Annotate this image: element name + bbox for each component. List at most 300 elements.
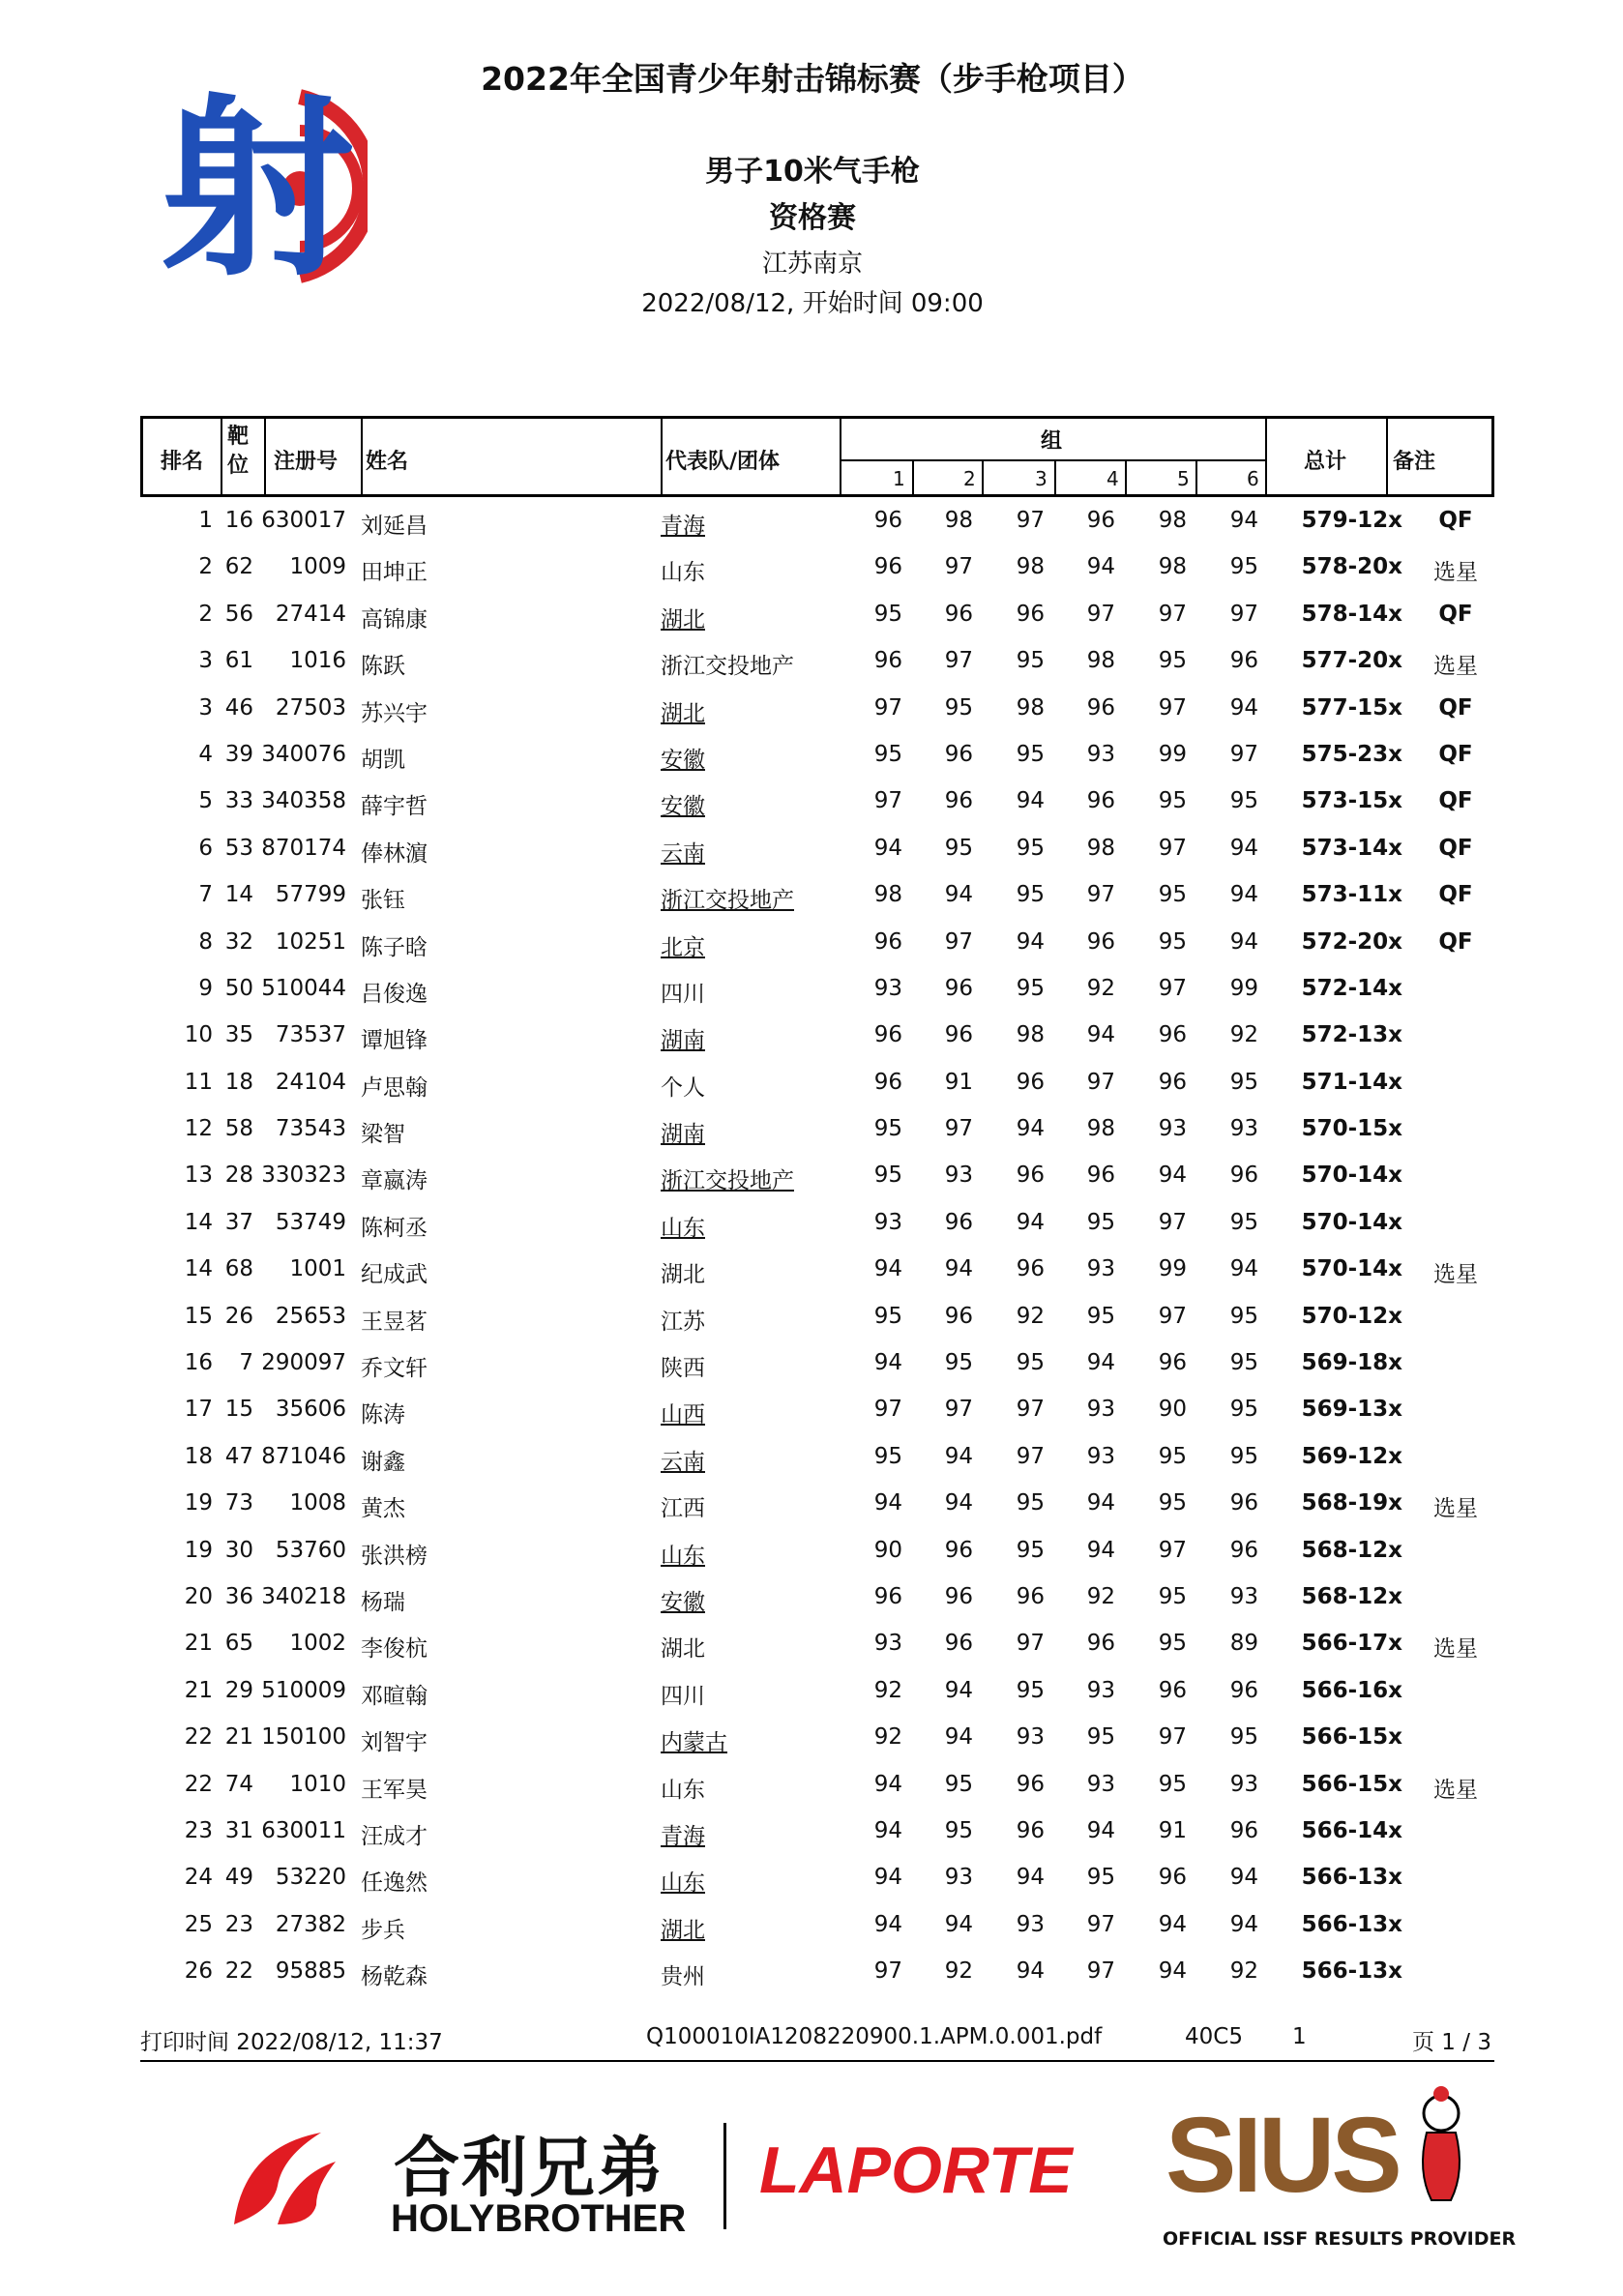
series-1-cell: 96 bbox=[873, 1022, 902, 1048]
series-2-cell: 96 bbox=[944, 1583, 973, 1609]
series-6-cell: 95 bbox=[1229, 1069, 1258, 1095]
name-cell: 田坤正 bbox=[361, 560, 428, 586]
series-2-cell: 97 bbox=[944, 554, 973, 580]
series-3-cell: 96 bbox=[1016, 1069, 1045, 1095]
series-2-cell: 97 bbox=[944, 648, 973, 674]
remark-cell: 选星 bbox=[1433, 654, 1478, 680]
results-table-body bbox=[140, 498, 1494, 1996]
series-1-cell: 94 bbox=[873, 1350, 902, 1376]
team-cell: 湖北 bbox=[661, 1917, 705, 1943]
series-3-cell: 95 bbox=[1016, 1677, 1045, 1703]
total-cell: 577-20x bbox=[1301, 648, 1402, 674]
col-remark: 备注 bbox=[1393, 450, 1436, 474]
col-s4: 4 bbox=[1107, 467, 1119, 490]
series-3-cell: 95 bbox=[1016, 1490, 1045, 1516]
series-6-cell: 97 bbox=[1229, 741, 1258, 767]
series-6-cell: 95 bbox=[1229, 1303, 1258, 1329]
bib-cell: 37 bbox=[224, 1209, 253, 1235]
reg-cell: 340076 bbox=[261, 741, 346, 767]
series-6-cell: 94 bbox=[1229, 835, 1258, 861]
series-4-cell: 93 bbox=[1086, 1397, 1115, 1423]
total-cell: 578-14x bbox=[1301, 601, 1402, 627]
bib-cell: 73 bbox=[224, 1490, 253, 1516]
team-cell: 江西 bbox=[661, 1496, 705, 1522]
team-cell: 山东 bbox=[661, 1777, 705, 1803]
series-2-cell: 96 bbox=[944, 1209, 973, 1235]
reg-cell: 330323 bbox=[261, 1163, 346, 1189]
series-3-cell: 95 bbox=[1016, 1537, 1045, 1563]
bib-cell: 36 bbox=[224, 1583, 253, 1609]
name-cell: 王军昊 bbox=[361, 1777, 428, 1803]
rank-cell: 21 bbox=[184, 1631, 213, 1657]
rank-cell: 1 bbox=[198, 508, 213, 533]
team-cell: 浙江交投地产 bbox=[661, 1168, 794, 1194]
reg-cell: 53760 bbox=[275, 1537, 346, 1563]
series-5-cell: 94 bbox=[1158, 1958, 1187, 1985]
series-5-cell: 95 bbox=[1158, 882, 1187, 908]
series-4-cell: 93 bbox=[1086, 741, 1115, 767]
series-3-cell: 97 bbox=[1016, 1443, 1045, 1469]
series-2-cell: 96 bbox=[944, 1022, 973, 1048]
col-s2: 2 bbox=[963, 467, 976, 490]
team-cell: 青海 bbox=[661, 514, 705, 539]
series-3-cell: 95 bbox=[1016, 741, 1045, 767]
name-cell: 谢鑫 bbox=[361, 1449, 405, 1475]
series-5-cell: 95 bbox=[1158, 1443, 1187, 1469]
series-5-cell: 95 bbox=[1158, 788, 1187, 814]
series-5-cell: 94 bbox=[1158, 1163, 1187, 1189]
table-row bbox=[140, 1809, 1494, 1855]
remark-cell: 选星 bbox=[1433, 1777, 1478, 1803]
rank-cell: 19 bbox=[184, 1537, 213, 1563]
series-3-cell: 96 bbox=[1016, 1163, 1045, 1189]
team-cell: 湖南 bbox=[661, 1122, 705, 1148]
series-4-cell: 93 bbox=[1086, 1677, 1115, 1703]
series-1-cell: 90 bbox=[873, 1537, 902, 1563]
holybrother-emblem-icon bbox=[224, 2118, 340, 2234]
team-cell: 安徽 bbox=[661, 794, 705, 820]
series-5-cell: 91 bbox=[1158, 1817, 1187, 1843]
bib-cell: 21 bbox=[224, 1724, 253, 1751]
shooting-logo bbox=[155, 58, 368, 300]
remark-cell: QF bbox=[1438, 741, 1473, 767]
series-3-cell: 94 bbox=[1016, 1209, 1045, 1235]
series-1-cell: 93 bbox=[873, 1209, 902, 1235]
rank-cell: 17 bbox=[184, 1397, 213, 1423]
total-cell: 568-19x bbox=[1301, 1490, 1402, 1516]
sius-tagline: OFFICIAL ISSF RESULTS PROVIDER bbox=[1163, 2228, 1517, 2250]
table-row bbox=[140, 966, 1494, 1013]
table-row bbox=[140, 686, 1494, 732]
team-cell: 内蒙古 bbox=[661, 1730, 727, 1756]
team-cell: 云南 bbox=[661, 840, 705, 867]
series-2-cell: 95 bbox=[944, 1771, 973, 1797]
name-cell: 卢思翰 bbox=[361, 1074, 428, 1101]
reg-cell: 290097 bbox=[261, 1350, 346, 1376]
series-2-cell: 96 bbox=[944, 601, 973, 627]
rank-cell: 14 bbox=[184, 1256, 213, 1282]
page-indicator: 页 1 / 3 bbox=[1412, 2030, 1491, 2055]
series-6-cell: 94 bbox=[1229, 1911, 1258, 1937]
series-1-cell: 97 bbox=[873, 788, 902, 814]
reg-cell: 340218 bbox=[261, 1583, 346, 1609]
series-1-cell: 94 bbox=[873, 835, 902, 861]
series-4-cell: 96 bbox=[1086, 1163, 1115, 1189]
series-3-cell: 94 bbox=[1016, 928, 1045, 955]
rank-cell: 8 bbox=[198, 928, 213, 955]
location: 江苏南京 bbox=[761, 250, 863, 279]
series-4-cell: 97 bbox=[1086, 601, 1115, 627]
remark-cell: QF bbox=[1438, 788, 1473, 814]
series-3-cell: 96 bbox=[1016, 1583, 1045, 1609]
file-name: Q100010IA1208220900.1.APM.0.001.pdf bbox=[646, 2024, 1103, 2049]
series-4-cell: 94 bbox=[1086, 1350, 1115, 1376]
sius-logo: SIUS bbox=[1166, 2096, 1399, 2215]
col-name: 姓名 bbox=[366, 450, 409, 474]
series-6-cell: 94 bbox=[1229, 1256, 1258, 1282]
total-cell: 566-13x bbox=[1301, 1911, 1402, 1937]
report-number: 1 bbox=[1292, 2024, 1307, 2049]
col-reg: 注册号 bbox=[274, 450, 339, 474]
total-cell: 566-15x bbox=[1301, 1771, 1402, 1797]
total-cell: 573-15x bbox=[1301, 788, 1402, 814]
total-cell: 570-14x bbox=[1301, 1163, 1402, 1189]
holybrother-en: HOLYBROTHER bbox=[391, 2197, 687, 2240]
series-3-cell: 96 bbox=[1016, 1256, 1045, 1282]
series-2-cell: 94 bbox=[944, 1490, 973, 1516]
series-1-cell: 94 bbox=[873, 1865, 902, 1891]
series-1-cell: 97 bbox=[873, 1397, 902, 1423]
table-row bbox=[140, 1247, 1494, 1293]
series-3-cell: 92 bbox=[1016, 1303, 1045, 1329]
reg-cell: 1002 bbox=[289, 1631, 346, 1657]
rank-cell: 24 bbox=[184, 1865, 213, 1891]
series-5-cell: 96 bbox=[1158, 1865, 1187, 1891]
series-3-cell: 95 bbox=[1016, 882, 1045, 908]
series-6-cell: 93 bbox=[1229, 1583, 1258, 1609]
name-cell: 刘智宇 bbox=[361, 1730, 428, 1756]
total-cell: 573-14x bbox=[1301, 835, 1402, 861]
name-cell: 任逸然 bbox=[361, 1870, 428, 1897]
rank-cell: 20 bbox=[184, 1583, 213, 1609]
reg-cell: 53749 bbox=[275, 1209, 346, 1235]
series-1-cell: 93 bbox=[873, 1631, 902, 1657]
rank-cell: 9 bbox=[198, 975, 213, 1001]
series-4-cell: 92 bbox=[1086, 975, 1115, 1001]
series-4-cell: 96 bbox=[1086, 788, 1115, 814]
bib-cell: 29 bbox=[224, 1677, 253, 1703]
team-cell: 北京 bbox=[661, 934, 705, 960]
bib-cell: 22 bbox=[224, 1958, 253, 1985]
series-5-cell: 97 bbox=[1158, 601, 1187, 627]
series-1-cell: 96 bbox=[873, 554, 902, 580]
series-5-cell: 95 bbox=[1158, 1771, 1187, 1797]
series-1-cell: 97 bbox=[873, 1958, 902, 1985]
series-2-cell: 95 bbox=[944, 694, 973, 721]
name-cell: 陈柯丞 bbox=[361, 1215, 428, 1241]
team-cell: 贵州 bbox=[661, 1964, 705, 1990]
name-cell: 王昱茗 bbox=[361, 1309, 428, 1335]
footer-divider bbox=[140, 2060, 1494, 2062]
reg-cell: 510044 bbox=[261, 975, 346, 1001]
series-6-cell: 96 bbox=[1229, 648, 1258, 674]
series-1-cell: 93 bbox=[873, 975, 902, 1001]
name-cell: 俸林濵 bbox=[361, 840, 428, 867]
rank-cell: 7 bbox=[198, 882, 213, 908]
name-cell: 刘延昌 bbox=[361, 514, 428, 539]
team-cell: 安徽 bbox=[661, 1589, 705, 1615]
rank-cell: 3 bbox=[198, 648, 213, 674]
total-cell: 569-12x bbox=[1301, 1443, 1402, 1469]
series-3-cell: 95 bbox=[1016, 1350, 1045, 1376]
table-row bbox=[140, 1200, 1494, 1247]
team-cell: 湖北 bbox=[661, 1262, 705, 1288]
remark-cell: 选星 bbox=[1433, 1496, 1478, 1522]
total-cell: 573-11x bbox=[1301, 882, 1402, 908]
series-4-cell: 94 bbox=[1086, 554, 1115, 580]
series-6-cell: 96 bbox=[1229, 1537, 1258, 1563]
table-row bbox=[140, 1153, 1494, 1199]
reg-cell: 53220 bbox=[275, 1865, 346, 1891]
series-5-cell: 90 bbox=[1158, 1397, 1187, 1423]
remark-cell: QF bbox=[1438, 601, 1473, 627]
team-cell: 湖北 bbox=[661, 700, 705, 726]
name-cell: 梁智 bbox=[361, 1122, 405, 1148]
series-1-cell: 95 bbox=[873, 741, 902, 767]
series-5-cell: 98 bbox=[1158, 554, 1187, 580]
series-2-cell: 93 bbox=[944, 1163, 973, 1189]
series-5-cell: 96 bbox=[1158, 1022, 1187, 1048]
table-row bbox=[140, 826, 1494, 872]
series-1-cell: 95 bbox=[873, 601, 902, 627]
name-cell: 苏兴宇 bbox=[361, 700, 428, 726]
series-2-cell: 97 bbox=[944, 1116, 973, 1142]
series-5-cell: 96 bbox=[1158, 1350, 1187, 1376]
series-3-cell: 98 bbox=[1016, 694, 1045, 721]
bib-cell: 56 bbox=[224, 601, 253, 627]
bib-cell: 50 bbox=[224, 975, 253, 1001]
bib-cell: 39 bbox=[224, 741, 253, 767]
rank-cell: 15 bbox=[184, 1303, 213, 1329]
reg-cell: 870174 bbox=[261, 835, 346, 861]
series-5-cell: 98 bbox=[1158, 508, 1187, 533]
team-cell: 云南 bbox=[661, 1449, 705, 1475]
reg-cell: 35606 bbox=[275, 1397, 346, 1423]
series-5-cell: 99 bbox=[1158, 741, 1187, 767]
bib-cell: 46 bbox=[224, 694, 253, 721]
total-cell: 566-13x bbox=[1301, 1958, 1402, 1985]
series-1-cell: 96 bbox=[873, 508, 902, 533]
reg-cell: 57799 bbox=[275, 882, 346, 908]
series-5-cell: 95 bbox=[1158, 1583, 1187, 1609]
remark-cell: QF bbox=[1438, 694, 1473, 721]
bib-cell: 32 bbox=[224, 928, 253, 955]
series-1-cell: 96 bbox=[873, 928, 902, 955]
table-row bbox=[140, 545, 1494, 591]
series-6-cell: 92 bbox=[1229, 1022, 1258, 1048]
rank-cell: 12 bbox=[184, 1116, 213, 1142]
team-cell: 山东 bbox=[661, 1215, 705, 1241]
name-cell: 谭旭锋 bbox=[361, 1028, 428, 1054]
series-6-cell: 89 bbox=[1229, 1631, 1258, 1657]
series-2-cell: 96 bbox=[944, 1631, 973, 1657]
rank-cell: 2 bbox=[198, 554, 213, 580]
name-cell: 黄杰 bbox=[361, 1496, 405, 1522]
series-5-cell: 97 bbox=[1158, 835, 1187, 861]
total-cell: 569-18x bbox=[1301, 1350, 1402, 1376]
reg-cell: 24104 bbox=[275, 1069, 346, 1095]
series-3-cell: 95 bbox=[1016, 648, 1045, 674]
series-5-cell: 93 bbox=[1158, 1116, 1187, 1142]
series-6-cell: 95 bbox=[1229, 1443, 1258, 1469]
bib-cell: 14 bbox=[224, 882, 253, 908]
series-6-cell: 95 bbox=[1229, 1724, 1258, 1751]
series-6-cell: 99 bbox=[1229, 975, 1258, 1001]
rank-cell: 4 bbox=[198, 741, 213, 767]
series-1-cell: 94 bbox=[873, 1817, 902, 1843]
col-s1: 1 bbox=[893, 467, 905, 490]
rank-cell: 18 bbox=[184, 1443, 213, 1469]
name-cell: 胡凯 bbox=[361, 747, 405, 773]
rank-cell: 5 bbox=[198, 788, 213, 814]
series-3-cell: 97 bbox=[1016, 508, 1045, 533]
series-5-cell: 97 bbox=[1158, 1303, 1187, 1329]
rank-cell: 10 bbox=[184, 1022, 213, 1048]
series-4-cell: 94 bbox=[1086, 1022, 1115, 1048]
name-cell: 章嬴涛 bbox=[361, 1168, 428, 1194]
series-4-cell: 94 bbox=[1086, 1817, 1115, 1843]
series-1-cell: 94 bbox=[873, 1771, 902, 1797]
name-cell: 薛宇哲 bbox=[361, 794, 428, 820]
total-cell: 566-16x bbox=[1301, 1677, 1402, 1703]
series-3-cell: 98 bbox=[1016, 554, 1045, 580]
series-2-cell: 95 bbox=[944, 835, 973, 861]
name-cell: 高锦康 bbox=[361, 606, 428, 633]
rank-cell: 3 bbox=[198, 694, 213, 721]
remark-cell: QF bbox=[1438, 835, 1473, 861]
bib-cell: 18 bbox=[224, 1069, 253, 1095]
print-time: 打印时间 2022/08/12, 11:37 bbox=[140, 2030, 443, 2055]
total-cell: 571-14x bbox=[1301, 1069, 1402, 1095]
series-6-cell: 94 bbox=[1229, 508, 1258, 533]
total-cell: 568-12x bbox=[1301, 1537, 1402, 1563]
total-cell: 572-20x bbox=[1301, 928, 1402, 955]
table-row bbox=[140, 498, 1494, 545]
bib-cell: 61 bbox=[224, 648, 253, 674]
series-4-cell: 94 bbox=[1086, 1490, 1115, 1516]
series-3-cell: 96 bbox=[1016, 601, 1045, 627]
series-4-cell: 98 bbox=[1086, 648, 1115, 674]
series-5-cell: 97 bbox=[1158, 1209, 1187, 1235]
series-4-cell: 95 bbox=[1086, 1209, 1115, 1235]
name-cell: 陈子晗 bbox=[361, 934, 428, 960]
total-cell: 577-15x bbox=[1301, 694, 1402, 721]
series-4-cell: 96 bbox=[1086, 1631, 1115, 1657]
bib-cell: 49 bbox=[224, 1865, 253, 1891]
remark-cell: 选星 bbox=[1433, 1636, 1478, 1663]
table-row bbox=[140, 638, 1494, 685]
series-1-cell: 97 bbox=[873, 694, 902, 721]
col-total: 总计 bbox=[1304, 450, 1347, 474]
name-cell: 杨瑞 bbox=[361, 1589, 405, 1615]
bib-cell: 16 bbox=[224, 508, 253, 533]
series-4-cell: 96 bbox=[1086, 508, 1115, 533]
table-row bbox=[140, 872, 1494, 919]
logo-char: 射 bbox=[161, 77, 355, 300]
series-6-cell: 93 bbox=[1229, 1771, 1258, 1797]
series-4-cell: 98 bbox=[1086, 1116, 1115, 1142]
report-code: 40C5 bbox=[1185, 2024, 1243, 2049]
start-datetime: 2022/08/12, 开始时间 09:00 bbox=[641, 289, 984, 318]
reg-cell: 27382 bbox=[275, 1911, 346, 1937]
bib-cell: 53 bbox=[224, 835, 253, 861]
series-2-cell: 96 bbox=[944, 788, 973, 814]
total-cell: 569-13x bbox=[1301, 1397, 1402, 1423]
team-cell: 四川 bbox=[661, 981, 705, 1007]
reg-cell: 871046 bbox=[261, 1443, 346, 1469]
bib-cell: 62 bbox=[224, 554, 253, 580]
series-3-cell: 93 bbox=[1016, 1911, 1045, 1937]
series-4-cell: 95 bbox=[1086, 1865, 1115, 1891]
bib-cell: 47 bbox=[224, 1443, 253, 1469]
series-6-cell: 96 bbox=[1229, 1490, 1258, 1516]
series-2-cell: 96 bbox=[944, 1303, 973, 1329]
rank-cell: 11 bbox=[184, 1069, 213, 1095]
rank-cell: 22 bbox=[184, 1724, 213, 1751]
series-5-cell: 95 bbox=[1158, 928, 1187, 955]
series-2-cell: 94 bbox=[944, 1724, 973, 1751]
series-6-cell: 92 bbox=[1229, 1958, 1258, 1985]
total-cell: 575-23x bbox=[1301, 741, 1402, 767]
total-cell: 578-20x bbox=[1301, 554, 1402, 580]
series-1-cell: 95 bbox=[873, 1116, 902, 1142]
remark-cell: 选星 bbox=[1433, 560, 1478, 586]
series-2-cell: 94 bbox=[944, 1443, 973, 1469]
bib-cell: 58 bbox=[224, 1116, 253, 1142]
reg-cell: 73537 bbox=[275, 1022, 346, 1048]
series-6-cell: 94 bbox=[1229, 882, 1258, 908]
team-cell: 江苏 bbox=[661, 1309, 705, 1335]
table-row bbox=[140, 1481, 1494, 1527]
remark-cell: QF bbox=[1438, 508, 1473, 533]
series-4-cell: 96 bbox=[1086, 928, 1115, 955]
team-cell: 山西 bbox=[661, 1402, 705, 1428]
rank-cell: 14 bbox=[184, 1209, 213, 1235]
bib-cell: 7 bbox=[239, 1350, 253, 1376]
rank-cell: 13 bbox=[184, 1163, 213, 1189]
series-6-cell: 95 bbox=[1229, 1350, 1258, 1376]
reg-cell: 1001 bbox=[289, 1256, 346, 1282]
series-1-cell: 98 bbox=[873, 882, 902, 908]
series-2-cell: 93 bbox=[944, 1865, 973, 1891]
total-cell: 566-17x bbox=[1301, 1631, 1402, 1657]
table-row bbox=[140, 592, 1494, 638]
series-2-cell: 97 bbox=[944, 928, 973, 955]
series-1-cell: 95 bbox=[873, 1303, 902, 1329]
series-1-cell: 92 bbox=[873, 1724, 902, 1751]
laporte-logo: LAPORTE bbox=[759, 2134, 1073, 2207]
series-4-cell: 97 bbox=[1086, 1958, 1115, 1985]
series-2-cell: 96 bbox=[944, 1537, 973, 1563]
series-3-cell: 93 bbox=[1016, 1724, 1045, 1751]
bib-cell: 28 bbox=[224, 1163, 253, 1189]
reg-cell: 95885 bbox=[275, 1958, 346, 1985]
series-5-cell: 95 bbox=[1158, 648, 1187, 674]
team-cell: 青海 bbox=[661, 1823, 705, 1849]
bib-cell: 23 bbox=[224, 1911, 253, 1937]
series-5-cell: 95 bbox=[1158, 1631, 1187, 1657]
series-4-cell: 92 bbox=[1086, 1583, 1115, 1609]
